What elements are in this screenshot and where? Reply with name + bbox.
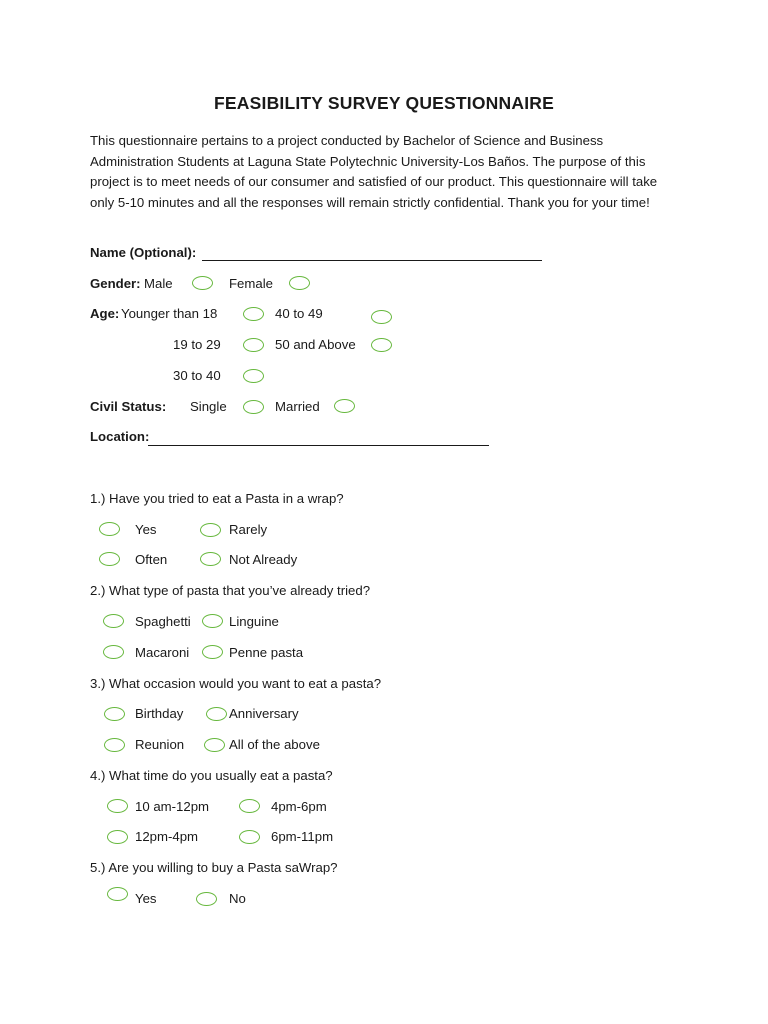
- q4-10am-12pm-radio[interactable]: [107, 799, 128, 813]
- age-option-under-18: Younger than 18: [121, 306, 218, 321]
- age-option-30-40: 30 to 40: [173, 368, 221, 383]
- question-5: 5.) Are you willing to buy a Pasta saWrap?: [90, 860, 338, 875]
- q5-yes-radio[interactable]: [107, 887, 128, 901]
- q3-option-all: All of the above: [229, 737, 320, 752]
- gender-label: Gender:: [90, 276, 141, 291]
- civil-option-married: Married: [275, 399, 320, 414]
- q1-option-yes: Yes: [135, 522, 157, 537]
- name-field[interactable]: [202, 260, 542, 261]
- q2-linguine-radio[interactable]: [202, 614, 223, 628]
- q1-yes-radio[interactable]: [99, 522, 120, 536]
- q4-4pm-6pm-radio[interactable]: [239, 799, 260, 813]
- q5-option-no: No: [229, 891, 246, 906]
- gender-option-male: Male: [144, 276, 173, 291]
- q3-anniversary-radio[interactable]: [206, 707, 227, 721]
- q2-penne-radio[interactable]: [202, 645, 223, 659]
- age-19-29-radio[interactable]: [243, 338, 264, 352]
- q4-option-4pm-6pm: 4pm-6pm: [271, 799, 327, 814]
- civil-option-single: Single: [190, 399, 227, 414]
- q1-often-radio[interactable]: [99, 552, 120, 566]
- q2-macaroni-radio[interactable]: [103, 645, 124, 659]
- civil-single-radio[interactable]: [243, 400, 264, 414]
- location-label: Location:: [90, 429, 150, 444]
- question-1: 1.) Have you tried to eat a Pasta in a wrap?: [90, 491, 344, 506]
- civil-status-label: Civil Status:: [90, 399, 167, 414]
- age-under-18-radio[interactable]: [243, 307, 264, 321]
- question-4: 4.) What time do you usually eat a pasta?: [90, 768, 333, 783]
- location-field[interactable]: [148, 445, 489, 446]
- q4-option-10am-12pm: 10 am-12pm: [135, 799, 210, 814]
- age-option-19-29: 19 to 29: [173, 337, 221, 352]
- q1-option-rarely: Rarely: [229, 522, 268, 537]
- q1-option-often: Often: [135, 552, 168, 567]
- name-label: Name (Optional):: [90, 245, 197, 260]
- age-30-40-radio[interactable]: [243, 369, 264, 383]
- gender-male-radio[interactable]: [192, 276, 213, 290]
- age-40-49-radio[interactable]: [371, 310, 392, 324]
- q3-all-radio[interactable]: [204, 738, 225, 752]
- intro-paragraph: This questionnaire pertains to a project conducted by Bachelor of Science and Business Administration Students at Laguna State Polytechnic University-Los Baños. The purpose of this project is to meet needs of our consumer and satisfied of our product. This questionnaire will take only 5-10 minutes and all the responses will remain strictly confidential. Thank you for your time!: [90, 133, 658, 210]
- question-2: 2.) What type of pasta that you’ve already tried?: [90, 583, 371, 598]
- q1-not-already-radio[interactable]: [200, 552, 221, 566]
- gender-female-radio[interactable]: [289, 276, 310, 290]
- q2-spaghetti-radio[interactable]: [103, 614, 124, 628]
- q4-option-12pm-4pm: 12pm-4pm: [135, 829, 199, 844]
- survey-title: FEASIBILITY SURVEY QUESTIONNAIRE: [214, 93, 554, 113]
- q3-option-reunion: Reunion: [135, 737, 185, 752]
- q3-option-anniversary: Anniversary: [229, 706, 299, 721]
- age-option-50-above: 50 and Above: [275, 337, 356, 352]
- age-50-above-radio[interactable]: [371, 338, 392, 352]
- question-3: 3.) What occasion would you want to eat a pasta?: [90, 676, 382, 691]
- gender-option-female: Female: [229, 276, 273, 291]
- q5-no-radio[interactable]: [196, 892, 217, 906]
- q1-rarely-radio[interactable]: [200, 523, 221, 537]
- q2-option-penne: Penne pasta: [229, 645, 304, 660]
- civil-married-radio[interactable]: [334, 399, 355, 413]
- q3-reunion-radio[interactable]: [104, 738, 125, 752]
- q2-option-linguine: Linguine: [229, 614, 279, 629]
- q4-6pm-11pm-radio[interactable]: [239, 830, 260, 844]
- q3-option-birthday: Birthday: [135, 706, 184, 721]
- q5-option-yes: Yes: [135, 891, 157, 906]
- age-label: Age:: [90, 306, 120, 321]
- q2-option-spaghetti: Spaghetti: [135, 614, 191, 629]
- q1-option-not-already: Not Already: [229, 552, 298, 567]
- q2-option-macaroni: Macaroni: [135, 645, 190, 660]
- q4-12pm-4pm-radio[interactable]: [107, 830, 128, 844]
- age-option-40-49: 40 to 49: [275, 306, 323, 321]
- q3-birthday-radio[interactable]: [104, 707, 125, 721]
- q4-option-6pm-11pm: 6pm-11pm: [271, 829, 334, 844]
